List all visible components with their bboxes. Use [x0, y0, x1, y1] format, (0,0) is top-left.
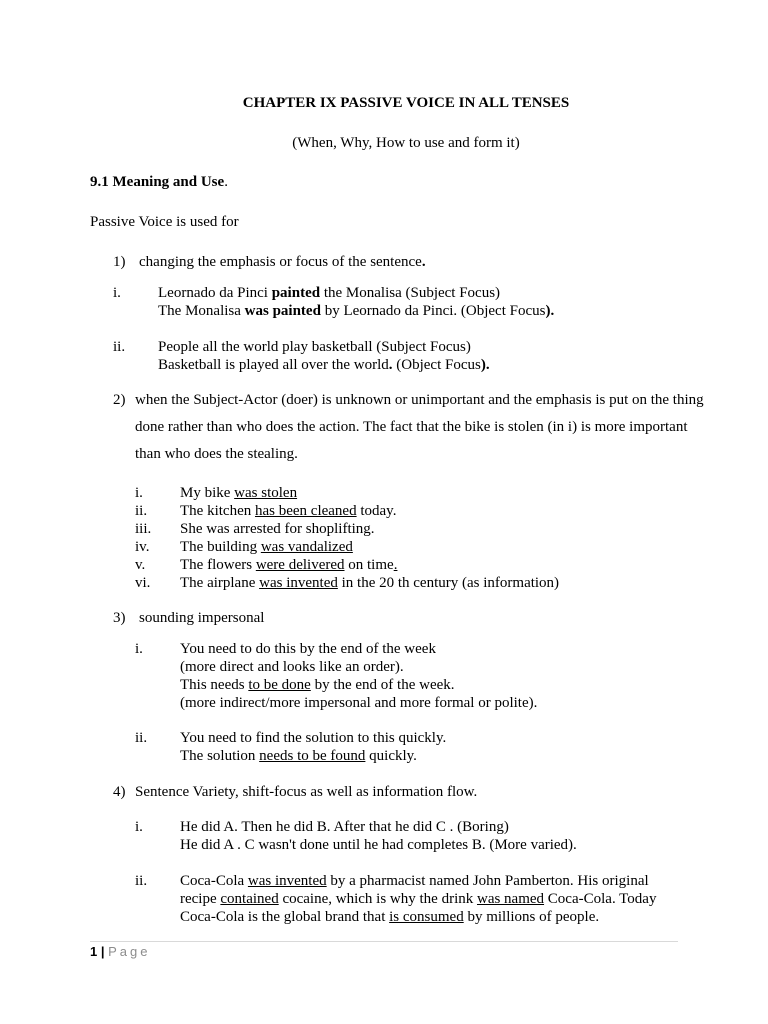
footer-divider [90, 941, 678, 942]
point-2-text: done rather than who does the action. The fact that the bike is stolen (in i) is more important [135, 419, 688, 435]
list-item-number: v. [135, 557, 146, 573]
example-line: Coca-Cola is the global brand that is consumed by millions of people. [180, 909, 600, 925]
subtitle: (When, Why, How to use and form it) [292, 135, 520, 151]
list-item-number: i. [113, 285, 121, 301]
list-item-number: ii. [113, 339, 126, 355]
list-item-number: iii. [135, 521, 152, 537]
example-line: The airplane was invented in the 20 th century (as information) [180, 575, 560, 591]
list-item-number: i. [135, 485, 143, 501]
example-line: You need to find the solution to this quickly. [180, 730, 447, 746]
list-item-number: ii. [135, 503, 148, 519]
example-line: People all the world play basketball (Subject Focus) [158, 339, 471, 355]
example-line: My bike was stolen [180, 485, 298, 501]
page-footer [90, 943, 151, 961]
example-line: You need to do this by the end of the week [180, 641, 436, 657]
point-1-text: changing the emphasis or focus of the sentence. [139, 254, 426, 270]
point-1-number: 1) [113, 254, 126, 270]
page-title: CHAPTER IX PASSIVE VOICE IN ALL TENSES [242, 95, 570, 111]
intro-text: Passive Voice is used for [90, 214, 239, 230]
example-line: The kitchen has been cleaned today. [180, 503, 397, 519]
point-4-number: 4) [113, 784, 126, 800]
example-line: (more indirect/more impersonal and more formal or polite). [180, 695, 538, 711]
example-line: The Monalisa was painted by Leornado da Pinci. (Object Focus). [158, 303, 555, 319]
list-item-number: iv. [135, 539, 150, 555]
point-2-number: 2) [113, 392, 126, 408]
point-3-text: sounding impersonal [139, 610, 265, 626]
section-heading: 9.1 Meaning and Use. [90, 174, 228, 190]
example-line: Basketball is played all over the world. (Object Focus). [158, 357, 490, 373]
point-3-number: 3) [113, 610, 126, 626]
example-line: This needs to be done by the end of the week. [180, 677, 455, 693]
example-line: The flowers were delivered on time. [180, 557, 398, 573]
example-line: The building was vandalized [180, 539, 353, 555]
list-item-number: i. [135, 819, 143, 835]
example-line: recipe contained cocaine, which is why the drink was named Coca-Cola. Today [180, 891, 657, 907]
list-item-number: ii. [135, 873, 148, 889]
point-2-text: than who does the stealing. [135, 446, 298, 462]
list-item-number: ii. [135, 730, 148, 746]
example-line: (more direct and looks like an order). [180, 659, 404, 675]
point-2-text: when the Subject-Actor (doer) is unknown or unimportant and the emphasis is put on the thing [135, 392, 704, 408]
list-item-number: i. [135, 641, 143, 657]
example-line: She was arrested for shoplifting. [180, 521, 375, 537]
list-item-number: vi. [135, 575, 151, 591]
page-number: 1 [90, 944, 98, 959]
example-line: Coca-Cola was invented by a pharmacist named John Pamberton. His original [180, 873, 649, 889]
example-line: He did A . C wasn't done until he had completes B. (More varied). [180, 837, 577, 853]
footer-separator: | [100, 944, 105, 959]
example-line: He did A. Then he did B. After that he did C . (Boring) [180, 819, 509, 835]
example-line: The solution needs to be found quickly. [180, 748, 417, 764]
point-4-text: Sentence Variety, shift-focus as well as information flow. [135, 784, 478, 800]
example-line: Leornado da Pinci painted the Monalisa (Subject Focus) [158, 285, 501, 301]
page-label: Page [108, 944, 151, 959]
